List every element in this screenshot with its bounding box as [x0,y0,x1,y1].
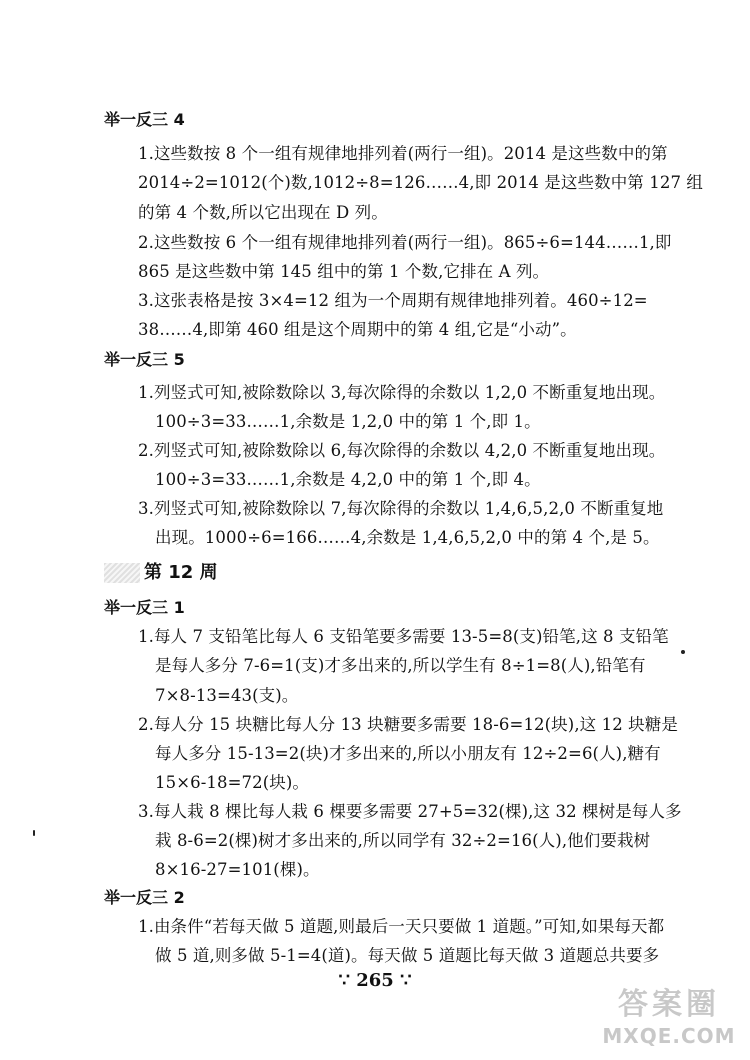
page-number [300,970,450,992]
text-line: 3.列竖式可知,被除数除以 7,每次除得的余数以 1,4,6,5,2,0 不断重复地 [138,499,664,518]
week-heading: 第 12 周 [144,562,218,583]
text-line: 100÷3=33……1,余数是 4,2,0 中的第 1 个,即 4。 [155,470,541,489]
text-line: 7×8-13=43(支)。 [155,686,299,705]
text-line: 栽 8-6=2(棵)树才多出来的,所以同学有 32÷2=16(人),他们要栽树 [155,831,651,850]
page-number-dots-left: ∵ [338,970,350,991]
text-line: 15×6-18=72(块)。 [155,773,309,792]
section-heading: 举一反三 5 [104,350,185,369]
text-line: 1.由条件“若每天做 5 道题,则最后一天只要做 1 道题。”可知,如果每天都 [138,917,665,936]
watermark-url: MXQE.COM [602,1024,736,1048]
watermark [594,986,744,1056]
scan-speck [681,650,685,654]
section-heading: 举一反三 1 [104,598,185,617]
text-line: 865 是这些数中第 145 组中的第 1 个数,它排在 A 列。 [138,262,550,281]
text-line: 3.每人栽 8 棵比每人栽 6 棵要多需要 27+5=32(棵),这 32 棵树是每人多 [138,802,682,821]
text-line: 的第 4 个数,所以它出现在 D 列。 [138,203,388,222]
text-line: 是每人多分 7-6=1(支)才多出来的,所以学生有 8÷1=8(人),铅笔有 [155,656,646,675]
text-line: 2014÷2=1012(个)数,1012÷8=126……4,即 2014 是这些数中第 127 组 [138,173,703,192]
text-line: 2.列竖式可知,被除数除以 6,每次除得的余数以 4,2,0 不断重复地出现。 [138,441,666,460]
text-line: 38……4,即第 460 组是这个周期中的第 4 组,它是“小动”。 [138,320,577,339]
text-line: 100÷3=33……1,余数是 1,2,0 中的第 1 个,即 1。 [155,412,541,431]
text-line: 2.这些数按 6 个一组有规律地排列着(两行一组)。865÷6=144……1,即 [138,233,672,252]
text-line: 做 5 道,则多做 5-1=4(道)。每天做 5 道题比每天做 3 道题总共要多 [155,946,660,965]
text-line: 出现。1000÷6=166……4,余数是 1,4,6,5,2,0 中的第 4 个,是 5。 [155,528,660,547]
text-line: 2.每人分 15 块糖比每人分 13 块糖要多需要 18-6=12(块),这 12 块糖是 [138,715,678,734]
week-heading-marker [104,563,140,583]
text-line: 1.这些数按 8 个一组有规律地排列着(两行一组)。2014 是这些数中的第 [138,144,668,163]
text-line: 每人多分 15-13=2(块)才多出来的,所以小朋友有 12÷2=6(人),糖有 [155,744,661,763]
text-line: 3.这张表格是按 3×4=12 组为一个周期有规律地排列着。460÷12= [138,291,648,310]
text-line: 1.每人 7 支铅笔比每人 6 支铅笔要多需要 13-5=8(支)铅笔,这 8 支铅笔 [138,627,669,646]
text-line: 1.列竖式可知,被除数除以 3,每次除得的余数以 1,2,0 不断重复地出现。 [138,383,666,402]
page-number-value: 265 [356,970,394,991]
scan-speck [33,830,35,836]
page-number-dots-right: ∵ [400,970,412,991]
section-heading: 举一反三 2 [104,888,185,907]
watermark-logo: 答案圈 [618,987,720,1022]
text-line: 8×16-27=101(棵)。 [155,860,320,879]
section-heading: 举一反三 4 [104,110,185,129]
